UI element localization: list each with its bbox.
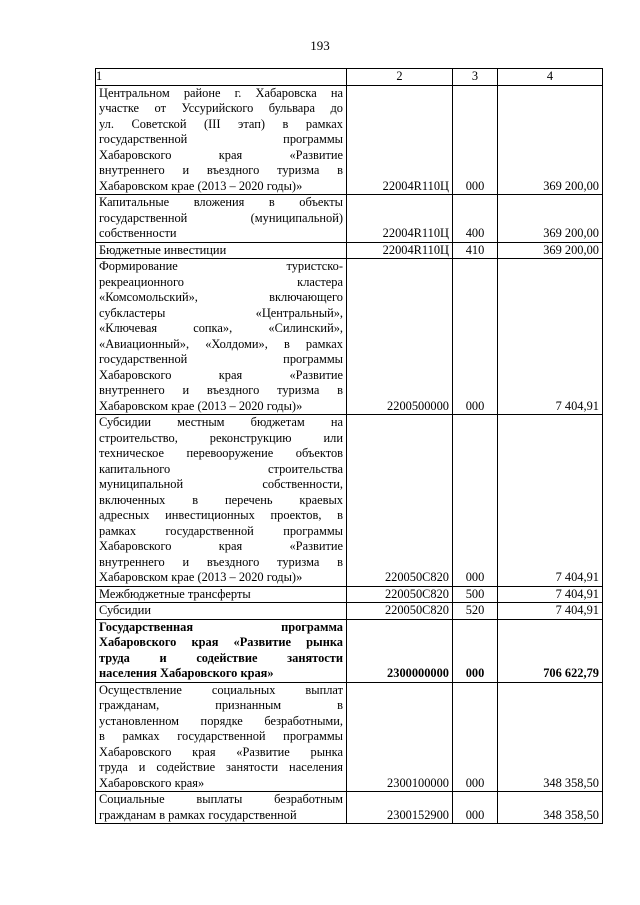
table-row <box>96 85 603 195</box>
header-col-4: 4 <box>498 69 603 86</box>
row-amount: 7 404,91 <box>498 259 603 415</box>
row-code: 22004R110Ц <box>347 195 453 243</box>
description-line: участке от Уссурийского бульвара до <box>99 101 343 115</box>
description-line: государственной программы <box>99 352 343 366</box>
table-row <box>96 682 603 792</box>
row-description <box>96 682 347 792</box>
row-description <box>96 603 347 620</box>
row-description <box>96 792 347 824</box>
description-line: рекреационного кластера <box>99 274 343 289</box>
description-line: субкластеры «Центральный», <box>99 305 343 320</box>
description-line: «Авиационный», «Холдоми», в рамках <box>99 336 343 351</box>
row-code: 220050С820 <box>347 415 453 587</box>
description-line: Субсидии <box>99 603 151 617</box>
row-amount: 706 622,79 <box>498 619 603 682</box>
row-code: 2300152900 <box>347 792 453 824</box>
description-line: Бюджетные инвестиции <box>99 242 227 257</box>
row-amount: 7 404,91 <box>498 415 603 587</box>
table-row <box>96 259 603 415</box>
description-line: Хабаровском крае (2013 – 2020 годы)» <box>99 178 303 193</box>
row-amount: 7 404,91 <box>498 586 603 603</box>
row-type: 000 <box>453 682 498 792</box>
row-type: 400 <box>453 195 498 243</box>
description-line: внутреннего и въездного туризма в <box>99 163 343 177</box>
description-line: гражданам, признанным в <box>99 698 343 712</box>
description-line: населения Хабаровского края» <box>99 666 274 680</box>
description-line: труда и содействие занятости <box>99 650 343 665</box>
description-line: «Комсомольский», включающего <box>99 290 343 304</box>
description-line: Хабаровского края» <box>99 775 205 790</box>
header-col-3: 3 <box>453 69 498 86</box>
description-line: Межбюджетные трансферты <box>99 586 251 601</box>
description-line: Хабаровского края «Развитие <box>99 539 343 553</box>
header-col-2: 2 <box>347 69 453 86</box>
row-amount: 369 200,00 <box>498 195 603 243</box>
row-amount: 369 200,00 <box>498 242 603 259</box>
row-description <box>96 85 347 195</box>
description-line: Государственная программа <box>99 619 343 634</box>
description-line: Хабаровского края «Развитие рынка <box>99 635 343 649</box>
row-amount: 348 358,50 <box>498 682 603 792</box>
table-row <box>96 792 603 824</box>
table-row <box>96 415 603 587</box>
row-description <box>96 259 347 415</box>
row-description <box>96 195 347 243</box>
description-line: рамках государственной программы <box>99 523 343 538</box>
description-line: капитального строительства <box>99 461 343 476</box>
budget-table <box>95 68 603 824</box>
row-type: 000 <box>453 792 498 824</box>
row-type: 000 <box>453 85 498 195</box>
description-line: включенных в перечень краевых <box>99 492 343 507</box>
row-amount: 348 358,50 <box>498 792 603 824</box>
table-row <box>96 242 603 259</box>
description-line: собственности <box>99 226 177 240</box>
row-description <box>96 619 347 682</box>
row-type: 500 <box>453 586 498 603</box>
description-line: техническое перевооружение объектов <box>99 446 343 460</box>
description-line: Хабаровского края «Развитие рынка <box>99 744 343 759</box>
description-line: Капитальные вложения в объекты <box>99 195 343 209</box>
description-line: государственной программы <box>99 132 343 146</box>
description-line: государственной (муниципальной) <box>99 210 343 225</box>
description-line: Хабаровском крае (2013 – 2020 годы)» <box>99 398 303 413</box>
description-line: Осуществление социальных выплат <box>99 682 343 697</box>
row-description <box>96 242 347 259</box>
row-code: 220050С820 <box>347 586 453 603</box>
table-row <box>96 603 603 620</box>
description-line: установленном порядке безработными, <box>99 713 343 728</box>
row-code: 2200500000 <box>347 259 453 415</box>
description-line: внутреннего и въездного туризма в <box>99 383 343 397</box>
table-row <box>96 619 603 682</box>
header-col-1: 1 <box>96 69 347 86</box>
description-line: Социальные выплаты безработным <box>99 792 343 806</box>
description-line: Хабаровского края «Развитие <box>99 147 343 162</box>
table-row <box>96 195 603 243</box>
page-number: 193 <box>310 38 330 53</box>
description-line: Субсидии местным бюджетам на <box>99 415 343 429</box>
row-code: 22004R110Ц <box>347 242 453 259</box>
row-description <box>96 586 347 603</box>
description-line: муниципальной собственности, <box>99 477 343 491</box>
description-line: в рамках государственной программы <box>99 729 343 743</box>
row-type: 000 <box>453 415 498 587</box>
row-code: 22004R110Ц <box>347 85 453 195</box>
description-line: гражданам в рамках государственной <box>99 807 297 822</box>
row-description <box>96 415 347 587</box>
table-header-row <box>96 69 603 86</box>
description-line: внутреннего и въездного туризма в <box>99 554 343 569</box>
description-line: «Ключевая сопка», «Силинский», <box>99 321 343 335</box>
row-type: 000 <box>453 619 498 682</box>
row-amount: 369 200,00 <box>498 85 603 195</box>
row-type: 520 <box>453 603 498 620</box>
description-line: строительство, реконструкцию или <box>99 430 343 445</box>
row-code: 2300100000 <box>347 682 453 792</box>
row-amount: 7 404,91 <box>498 603 603 620</box>
row-type: 410 <box>453 242 498 259</box>
row-type: 000 <box>453 259 498 415</box>
row-code: 220050С820 <box>347 603 453 620</box>
description-line: Центральном районе г. Хабаровска на <box>99 85 343 100</box>
row-code: 2300000000 <box>347 619 453 682</box>
description-line: адресных инвестиционных проектов, в <box>99 508 343 522</box>
description-line: Хабаровского края «Развитие <box>99 367 343 382</box>
table-row <box>96 586 603 603</box>
description-line: труда и содействие занятости населения <box>99 760 343 774</box>
description-line: Формирование туристско- <box>99 259 343 273</box>
description-line: Хабаровском крае (2013 – 2020 годы)» <box>99 570 303 584</box>
description-line: ул. Советской (III этап) в рамках <box>99 116 343 131</box>
